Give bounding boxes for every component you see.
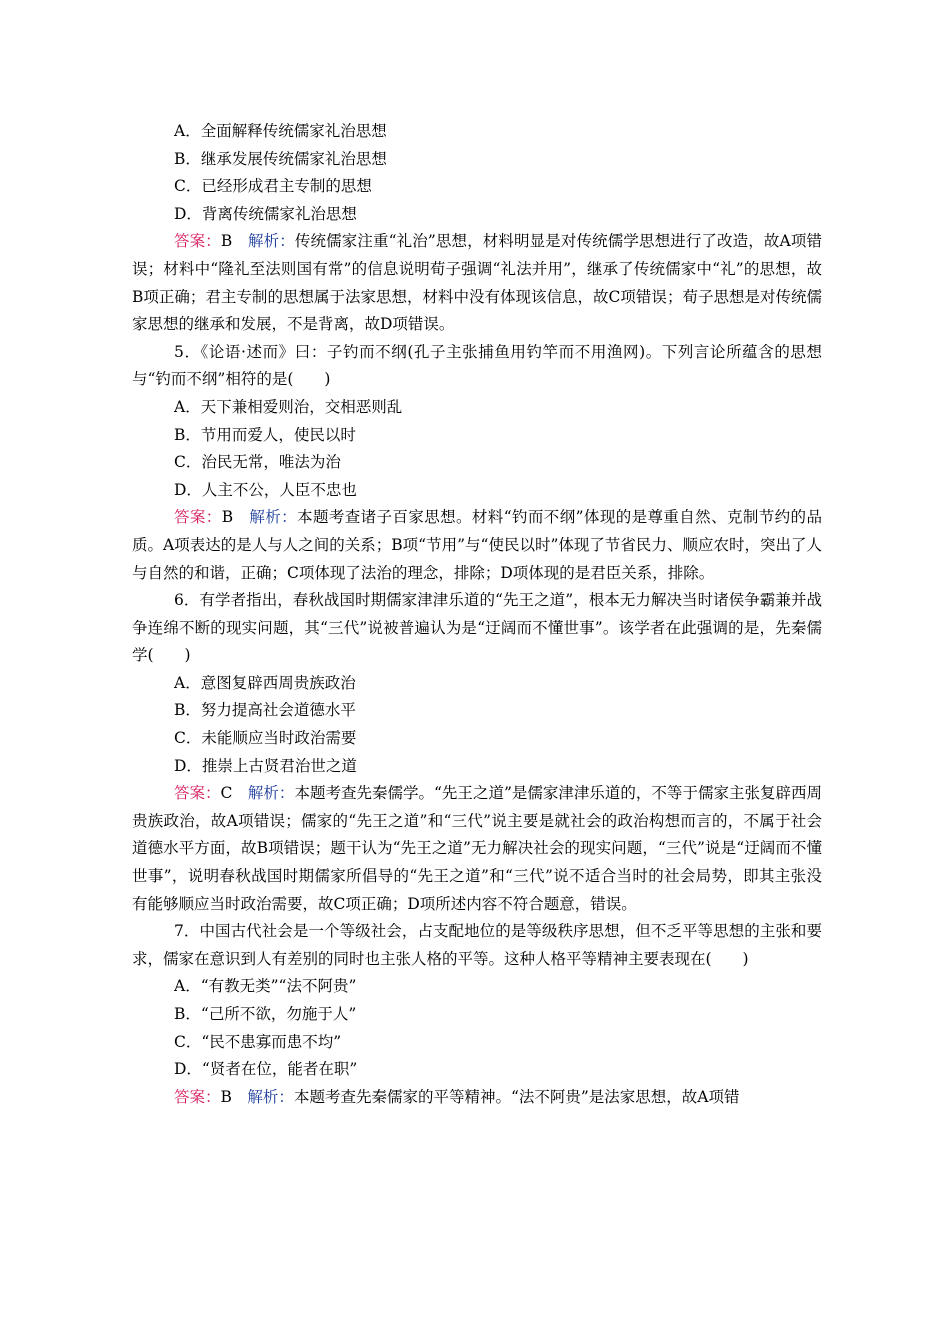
option-a: A．全面解释传统儒家礼治思想: [174, 122, 387, 140]
option-a: A．意图复辟西周贵族政治: [174, 673, 356, 692]
answer-label: 答案：: [174, 784, 221, 803]
analysis-text: 本题考查先秦儒家的平等精神。“法不阿贵”是法家思想，故A项错: [293, 1087, 740, 1106]
question-7-stem: 7．中国古代社会是一个等级社会，占支配地位的是等级秩序思想，但不乏平等思想的主张和要求，儒家在意识到人有差别的同时也主张人格的平等。这种人格平等精神主要表现在( ): [132, 922, 822, 968]
option-d: D．人主不公，人臣不忠也: [174, 480, 357, 499]
analysis-label: 解析：: [247, 784, 295, 803]
option-b: B．“己所不欲，勿施于人”: [174, 1005, 357, 1023]
option-c: C．“民不患寡而患不均”: [174, 1032, 342, 1051]
answer-paragraph: [132, 228, 822, 338]
option-d: D．“贤者在位，能者在职”: [174, 1060, 358, 1079]
answer-value: B: [220, 1087, 232, 1106]
answer-paragraph: [132, 780, 822, 918]
analysis-text: 本题考查先秦儒学。“先王之道”是儒家津津乐道的，不等于儒家主张复辟西周贵族政治，故A项错误；儒家的“先王之道”和“三代”说主要是就社会的政治构想而言的，不属于社会道德水平方面，故B项错误；题干认为“先王之道”无力解决社会的现实问题，“三代”说是“迂阔而不懂世事”，说明春秋战国时期儒家所倡导的“先王之道”和“三代”说不适合当时的社会局势，即其主张没有能够顺应当时政治需要，故C项正确；D项所述内容不符合题意，错误。: [132, 784, 822, 913]
analysis-text: 传统儒家注重“礼治”思想，材料明显是对传统儒学思想进行了改造，故A项错误；材料中“隆礼至法则国有常”的信息说明荀子强调“礼法并用”，继承了传统儒家中“礼”的思想，故B项正确；君主专制的思想属于法家思想，材料中没有体现该信息，故C项错误；荀子思想是对传统儒家思想的继承和发展，不是背离，故D项错误。: [132, 232, 822, 334]
option-a: A．天下兼相爱则治，交相恶则乱: [174, 397, 403, 416]
option-b: B．继承发展传统儒家礼治思想: [174, 149, 387, 168]
answer-label: 答案：: [174, 1087, 221, 1106]
analysis-text: 本题考查诸子百家思想。材料“钓而不纲”体现的是尊重自然、克制节约的品质。A项表达的是人与人之间的关系；B项“节用”与“使民以时”体现了节省民力、顺应农时，突出了人与自然的和谐，正确；C项体现了法治的理念，排除；D项体现的是君臣关系，排除。: [132, 508, 822, 582]
document-body: [132, 118, 822, 1111]
answer-paragraph: [132, 504, 822, 587]
answer-paragraph: [132, 1084, 822, 1112]
option-c: C．治民无常，唯法为治: [174, 453, 341, 472]
analysis-label: 解析：: [248, 232, 295, 251]
question-6-stem: 6．有学者指出，春秋战国时期儒家津津乐道的“先王之道”，根本无力解决当时诸侯争霸兼并战争连绵不断的现实问题，其“三代”说被普遍认为是“迂阔而不懂世事”。该学者在此强调的是，先秦儒学( ): [132, 591, 822, 665]
option-b: B．节用而爱人，使民以时: [174, 425, 356, 444]
option-b: B．努力提高社会道德水平: [174, 701, 356, 720]
question-5-stem: 5．《论语·述而》曰：子钓而不纲(孔子主张捕鱼用钓竿而不用渔网)。下列言论所蕴含的思想与“钓而不纲”相符的是( ): [132, 342, 822, 389]
option-d: D．推崇上古贤君治世之道: [174, 756, 357, 775]
analysis-label: 解析：: [249, 508, 298, 527]
answer-label: 答案：: [174, 508, 222, 527]
analysis-label: 解析：: [247, 1087, 294, 1106]
answer-value: B: [221, 508, 234, 527]
option-c: C．已经形成君主专制的思想: [174, 177, 372, 196]
option-c: C．未能顺应当时政治需要: [174, 729, 357, 748]
answer-value: C: [220, 784, 233, 803]
answer-label: 答案：: [174, 232, 221, 251]
option-d: D．背离传统儒家礼治思想: [174, 204, 357, 223]
option-a: A．“有教无类”“法不阿贵”: [174, 977, 357, 996]
answer-value: B: [220, 232, 233, 251]
